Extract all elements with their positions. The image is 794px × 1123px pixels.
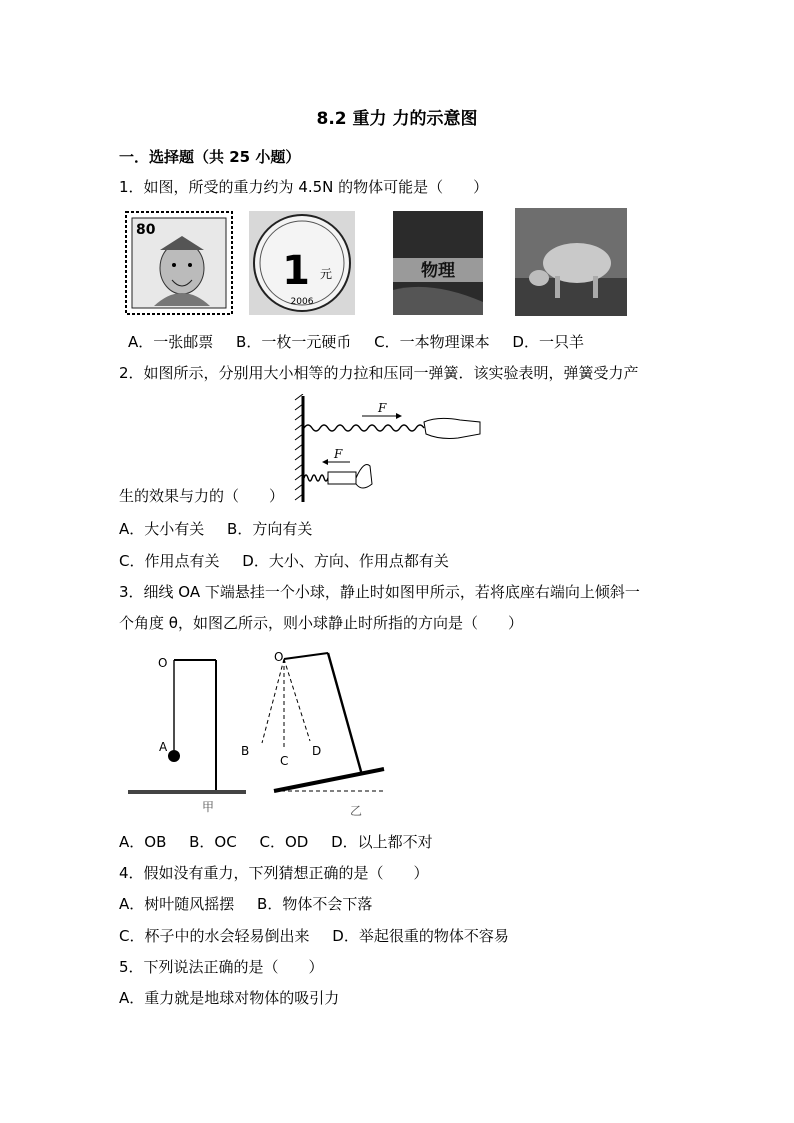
q2-option-a: A．大小有关 [119, 520, 205, 538]
question-1-options [128, 331, 602, 352]
question-2-options-row-1 [119, 518, 330, 539]
label-o-yi: O [274, 650, 284, 664]
physics-book-image [392, 210, 484, 316]
q1-option-c: C．一本物理课本 [374, 333, 490, 351]
stamp-value: 80 [136, 222, 156, 238]
label-yi: 乙 [350, 804, 363, 818]
q3-option-b: B．OC [189, 833, 237, 851]
q1-option-d: D．一只羊 [512, 333, 584, 351]
q4-option-a: A．树叶随风摇摆 [119, 895, 235, 913]
label-o-jia: O [158, 656, 168, 670]
coin-image [248, 210, 356, 316]
question-2-stem-line-2: 生的效果与力的（ ） [119, 487, 285, 505]
question-2-options-row-2 [119, 550, 467, 571]
section-heading: 一．选择题（共 25 小题） [119, 148, 301, 166]
q3-option-c: C．OD [259, 833, 309, 851]
label-a: A [159, 740, 168, 754]
q1-option-a: A．一张邮票 [128, 333, 214, 351]
question-1-stem: 1．如图，所受的重力约为 4.5N 的物体可能是（ ） [119, 178, 489, 196]
question-2-stem-line-1: 2．如图所示，分别用大小相等的力拉和压同一弹簧．该实验表明，弹簧受力产 [119, 364, 639, 382]
q3-option-a: A．OB [119, 833, 167, 851]
q4-option-b: B．物体不会下落 [257, 895, 373, 913]
coin-year: 2006 [290, 297, 314, 307]
question-3-stem-line-1: 3．细线 OA 下端悬挂一个小球，静止时如图甲所示，若将底座右端向上倾斜一 [119, 583, 640, 601]
force-label-pull: F [378, 401, 387, 415]
q2-option-d: D．大小、方向、作用点都有关 [242, 552, 449, 570]
q2-option-b: B．方向有关 [227, 520, 313, 538]
label-b: B [241, 744, 250, 758]
force-label-push: F [334, 447, 343, 461]
label-c: C [280, 754, 289, 768]
coin-value: 1 [282, 248, 310, 294]
stamp-image [124, 210, 234, 316]
q1-option-b: B．一枚一元硬币 [236, 333, 352, 351]
book-label: 物理 [421, 261, 455, 281]
label-d: D [312, 744, 322, 758]
q4-option-d: D．举起很重的物体不容易 [332, 927, 509, 945]
sheep-image [515, 208, 627, 316]
q3-option-d: D．以上都不对 [331, 833, 433, 851]
pendulum-figure [122, 645, 394, 820]
q5-option-a: A．重力就是地球对物体的吸引力 [119, 989, 340, 1007]
q2-option-c: C．作用点有关 [119, 552, 220, 570]
question-4-options-row-2 [119, 925, 527, 946]
label-jia: 甲 [202, 800, 215, 814]
coin-unit: 元 [320, 267, 333, 281]
q4-option-c: C．杯子中的水会轻易倒出来 [119, 927, 310, 945]
question-3-options [119, 831, 451, 852]
question-4-options-row-1 [119, 893, 390, 914]
page-title: 8.2 重力 力的示意图 [316, 109, 478, 129]
question-4-stem: 4．假如没有重力，下列猜想正确的是（ ） [119, 864, 429, 882]
question-3-stem-line-2: 个角度 θ，如图乙所示，则小球静止时所指的方向是（ ） [119, 614, 523, 632]
question-5-stem: 5．下列说法正确的是（ ） [119, 958, 324, 976]
spring-figure [290, 394, 485, 504]
